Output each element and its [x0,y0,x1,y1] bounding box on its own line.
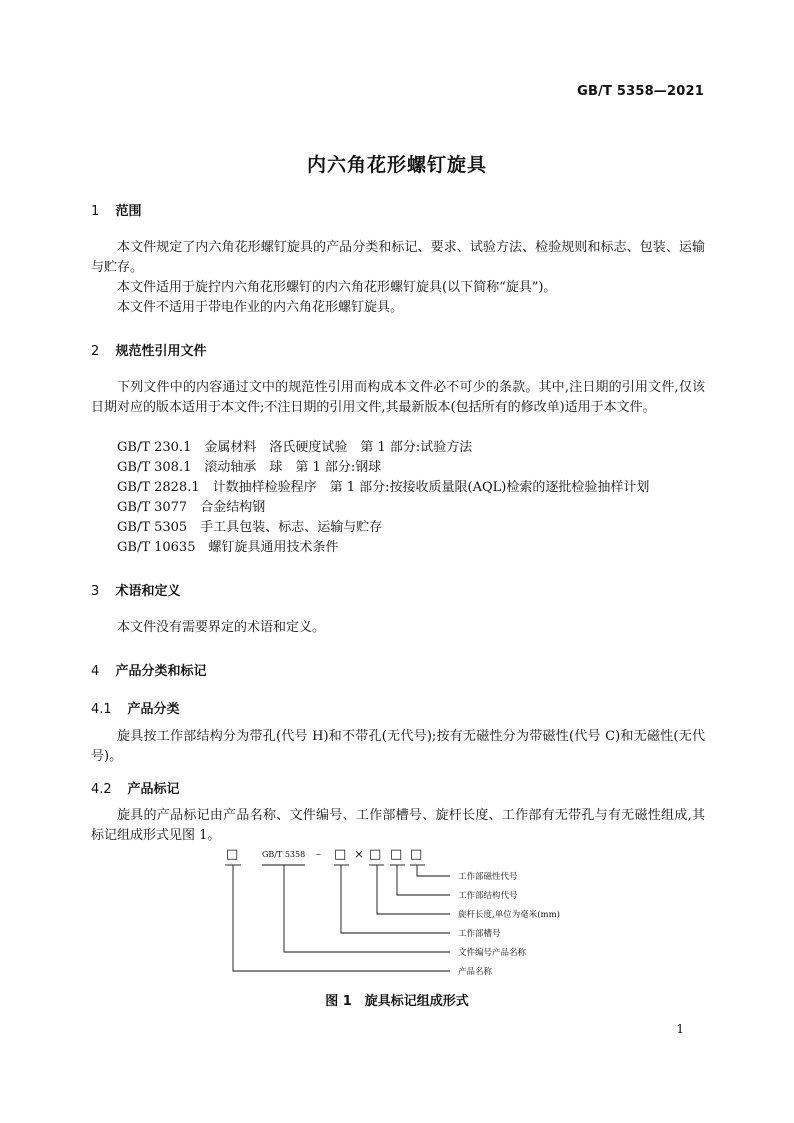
section-number: 2 [91,344,100,359]
section-2-heading [91,340,207,359]
label-length: 旋杆长度,单位为毫米(mm) [458,910,560,920]
reference-item: GB/T 10635 螺钉旋具通用技术条件 [117,540,339,555]
reference-item: GB/T 5305 手工具包装、标志、运输与贮存 [117,520,383,535]
paragraph: 本文件不适用于带电作业的内六角花形螺钉旋具。 [117,300,404,315]
paragraph: 本文件适用于旋拧内六角花形螺钉的内六角花形螺钉旋具(以下简称“旋具”)。 [117,280,557,295]
box-slot-number: □ [334,847,347,862]
reference-item: GB/T 230.1 金属材料 洛氏硬度试验 第 1 部分:试验方法 [117,440,473,455]
paragraph: 下列文件中的内容通过文中的规范性引用而构成本文件必不可少的条款。其中,注日期的引用文件,仅该日期对应的版本适用于本文件;不注日期的引用文件,其最新版本(包括所有的修改单)适用于本文件。 [91,380,705,415]
section-number: 3 [91,584,100,599]
label-product-name: 产品名称 [458,967,493,977]
section-number: 4.1 [91,702,112,717]
section-title: 规范性引用文件 [115,344,207,359]
label-magnetic-code: 工作部磁性代号 [458,872,518,882]
document-title: 内六角花形螺钉旋具 [306,154,487,176]
section-4-1-body [91,727,705,767]
section-number: 4.2 [91,782,112,797]
page-number: 1 [676,1022,684,1036]
section-1-heading [91,200,142,219]
section-title: 产品分类和标记 [115,664,207,679]
box-magnetic-code: □ [410,847,423,862]
paragraph: 本文件规定了内六角花形螺钉旋具的产品分类和标记、要求、试验方法、检验规则和标志、包装、运输与贮存。 [91,240,705,275]
paragraph: 旋具按工作部结构分为带孔(代号 H)和不带孔(无代号);按有无磁性分为带磁性(代号 C)和无磁性(无代号)。 [91,729,705,764]
section-title: 范围 [115,204,142,219]
section-3-body [91,618,705,638]
section-1-body [91,238,705,318]
paragraph: 本文件没有需要界定的术语和定义。 [117,620,326,635]
label-structure-code: 工作部结构代号 [458,891,518,901]
figure-caption: 图 1 旋具标记组成形式 [325,994,469,1009]
figure-code: GB/T 5358 [262,850,306,859]
section-3-heading [91,580,181,599]
section-4-2-heading [91,778,180,797]
reference-item: GB/T 308.1 滚动轴承 球 第 1 部分:钢球 [117,460,382,475]
section-number: 4 [91,664,100,679]
leader-lines [225,865,450,971]
box-structure-code: □ [390,847,403,862]
label-document-number: 文件编号产品名称 [458,948,527,958]
standard-number: GB/T 5358—2021 [577,84,704,99]
reference-item: GB/T 2828.1 计数抽样检验程序 第 1 部分:按接收质量限(AQL)检索的逐批检验抽样计划 [117,480,650,495]
paragraph: 旋具的产品标记由产品名称、文件编号、工作部槽号、旋杆长度、工作部有无带孔与有无磁性组成,其标记组成形式见图 1。 [91,808,705,843]
section-4-heading [91,660,207,679]
section-title: 产品分类 [127,702,180,717]
box-product-name: □ [226,847,239,862]
section-4-1-heading [91,698,180,717]
section-title: 产品标记 [127,782,180,797]
reference-item: GB/T 3077 合金结构钢 [117,500,266,515]
section-number: 1 [91,204,100,219]
label-slot-number: 工作部槽号 [458,929,501,939]
section-title: 术语和定义 [115,584,181,599]
figure-dash: – [316,849,321,860]
marking-diagram [0,840,794,980]
box-length: □ [369,847,382,862]
figure-times: × [354,847,365,861]
section-2-intro [91,378,705,418]
